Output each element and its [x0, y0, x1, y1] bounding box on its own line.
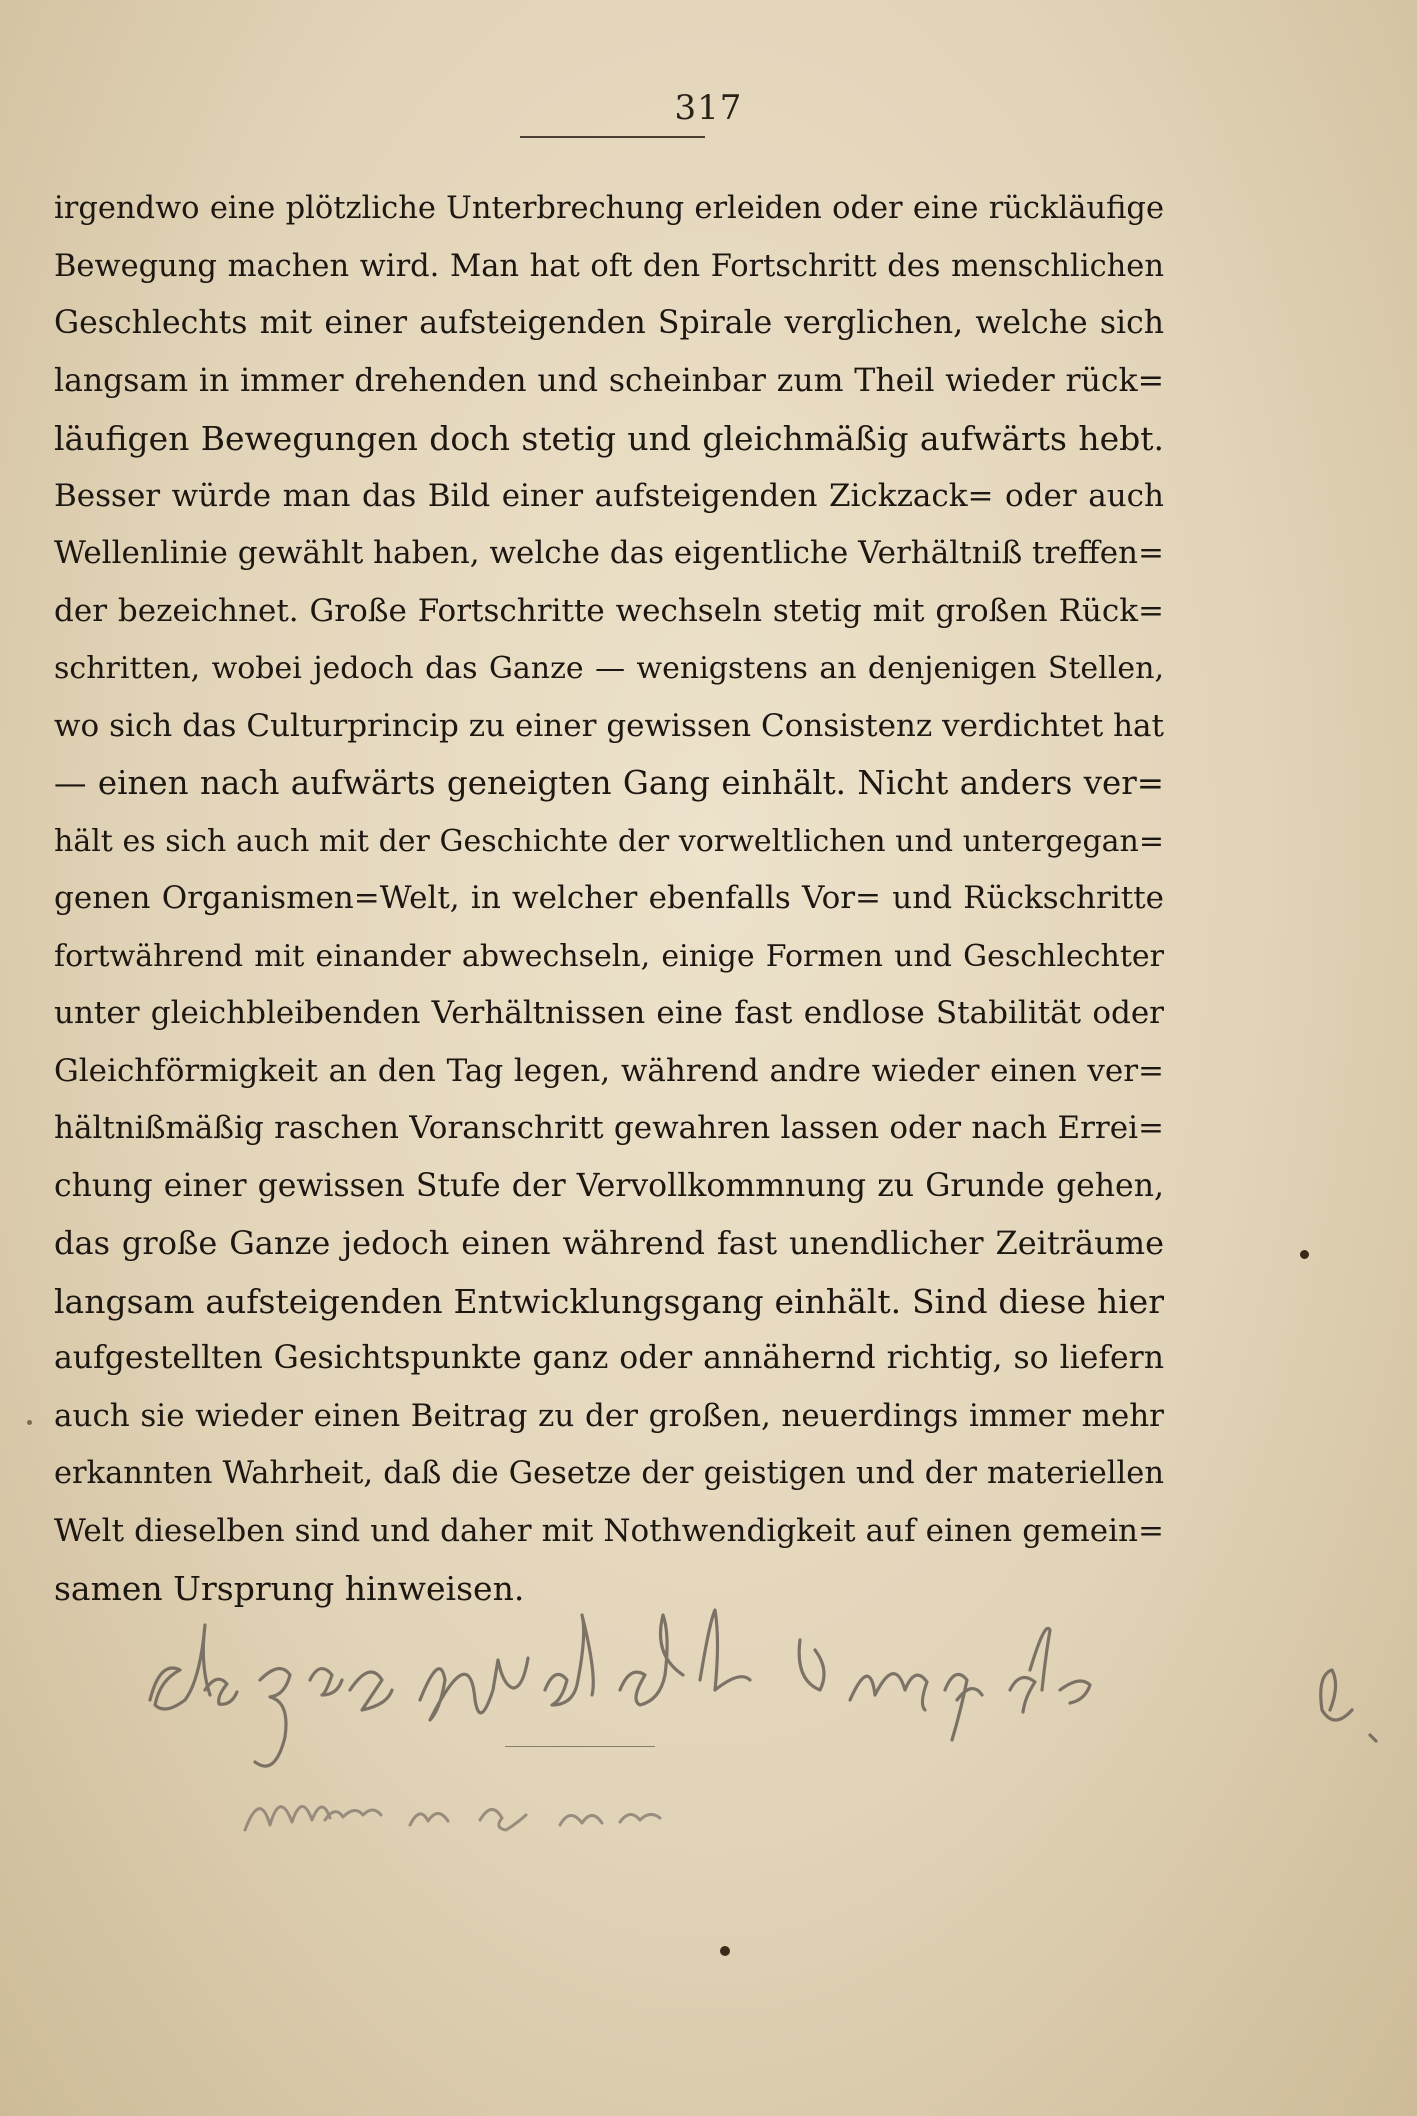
text-line: langsam aufsteigenden Entwicklungsgang einhält. Sind diese hier — [54, 1281, 1164, 1321]
text-line: — einen nach aufwärts geneigten Gang einhält. Nicht anders ver= — [54, 764, 1164, 802]
text-line: irgendwo eine plötzliche Unterbrechung erleiden oder eine rückläufige — [54, 191, 1164, 226]
text-line: der bezeichnet. Große Fortschritte wechseln stetig mit großen Rück= — [54, 592, 1164, 629]
text-line: schritten, wobei jedoch das Ganze — wenigstens an denjenigen Stellen, — [54, 651, 1164, 686]
text-line: Gleichförmigkeit an den Tag legen, während andre wieder einen ver= — [54, 1052, 1164, 1089]
text-line: hältnißmäßig raschen Voranschritt gewahren lassen oder nach Errei= — [54, 1110, 1164, 1146]
text-line: langsam in immer drehenden und scheinbar zum Theil wieder rück= — [54, 362, 1164, 399]
ink-spot — [720, 1946, 730, 1956]
ink-spot — [27, 1420, 32, 1425]
text-line: Besser würde man das Bild einer aufsteigenden Zickzack= oder auch — [54, 477, 1164, 514]
text-line: auch sie wieder einen Beitrag zu der großen, neuerdings immer mehr — [54, 1397, 1164, 1434]
text-line: genen Organismen=Welt, in welcher ebenfalls Vor= und Rückschritte — [54, 880, 1164, 916]
text-line: samen Ursprung hinweisen. — [54, 1569, 525, 1608]
text-line: aufgestellten Gesichtspunkte ganz oder annähernd richtig, so liefern — [54, 1340, 1164, 1376]
text-line: fortwährend mit einander abwechseln, einige Formen und Geschlechter — [54, 938, 1164, 974]
text-line: unter gleichbleibenden Verhältnissen eine fast endlose Stabilität oder — [54, 995, 1164, 1031]
ink-spot — [1300, 1250, 1309, 1259]
text-line: wo sich das Culturprincip zu einer gewissen Consistenz verdichtet hat — [54, 707, 1164, 744]
body-text — [54, 180, 1164, 1618]
text-line: läufigen Bewegungen doch stetig und gleichmäßig aufwärts hebt. — [54, 419, 1164, 458]
footer-rule — [505, 1746, 655, 1747]
header-rule — [520, 136, 705, 138]
text-line: chung einer gewissen Stufe der Vervollkommnung zu Grunde gehen, — [54, 1167, 1164, 1204]
text-line: erkannten Wahrheit, daß die Gesetze der geistigen und der materiellen — [54, 1456, 1164, 1491]
text-line: Wellenlinie gewählt haben, welche das eigentliche Verhältniß treffen= — [54, 535, 1164, 571]
text-line: Geschlechts mit einer aufsteigenden Spirale verglichen, welche sich — [54, 305, 1164, 341]
text-line: Bewegung machen wird. Man hat oft den Fortschritt des menschlichen — [54, 248, 1164, 284]
text-line: hält es sich auch mit der Geschichte der vorweltlichen und untergegan= — [54, 823, 1164, 859]
text-line: Welt dieselben sind und daher mit Nothwendigkeit auf einen gemein= — [54, 1512, 1164, 1549]
page-number: 317 — [674, 88, 743, 128]
text-line: das große Ganze jedoch einen während fast unendlicher Zeiträume — [54, 1224, 1164, 1262]
